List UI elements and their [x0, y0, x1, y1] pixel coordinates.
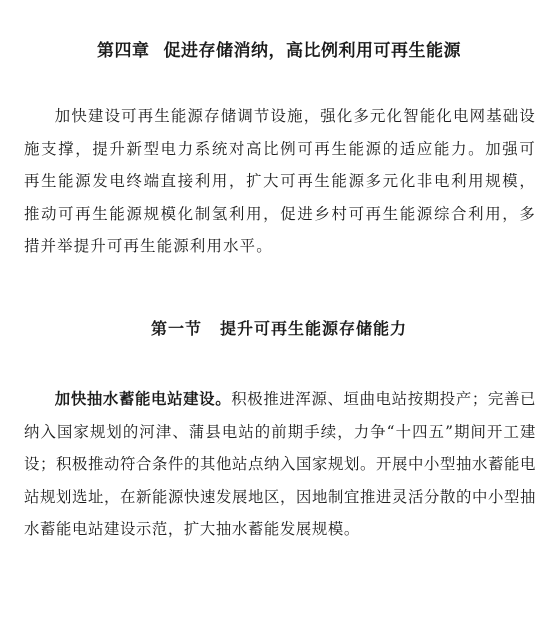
section-title: 提升可再生能源存储能力	[220, 319, 408, 338]
chapter-title: 促进存储消纳，高比例利用可再生能源	[163, 41, 461, 61]
paragraph-lead-sentence: 加快抽水蓄能电站建设。	[54, 390, 232, 408]
section-number: 第一节	[150, 319, 202, 338]
chapter-intro-paragraph: 加快建设可再生能源存储调节设施，强化多元化智能化电网基础设施支撑，提升新型电力系统对高比例可再生能源的适应能力。加强可再生能源发电终端直接利用，扩大可再生能源多元化非电利用规模，推动可再生能源规模化制氢利用，促进乡村可再生能源综合利用，多措并举提升可再生能源利用水平。	[24, 107, 536, 255]
section-paragraph	[24, 383, 536, 546]
chapter-heading	[0, 36, 558, 61]
section-heading	[0, 316, 558, 339]
paragraph-body: 积极推进浑源、垣曲电站按期投产；完善已纳入国家规划的河津、蒲县电站的前期手续，力争“十四五”期间开工建设；积极推动符合条件的其他站点纳入国家规划。开展中小型抽水蓄能电站规划选址，在新能源快速发展地区，因地制宜推进灵活分散的中小型抽水蓄能电站建设示范，扩大抽水蓄能发展规模。	[24, 390, 536, 538]
chapter-number: 第四章	[97, 41, 150, 61]
